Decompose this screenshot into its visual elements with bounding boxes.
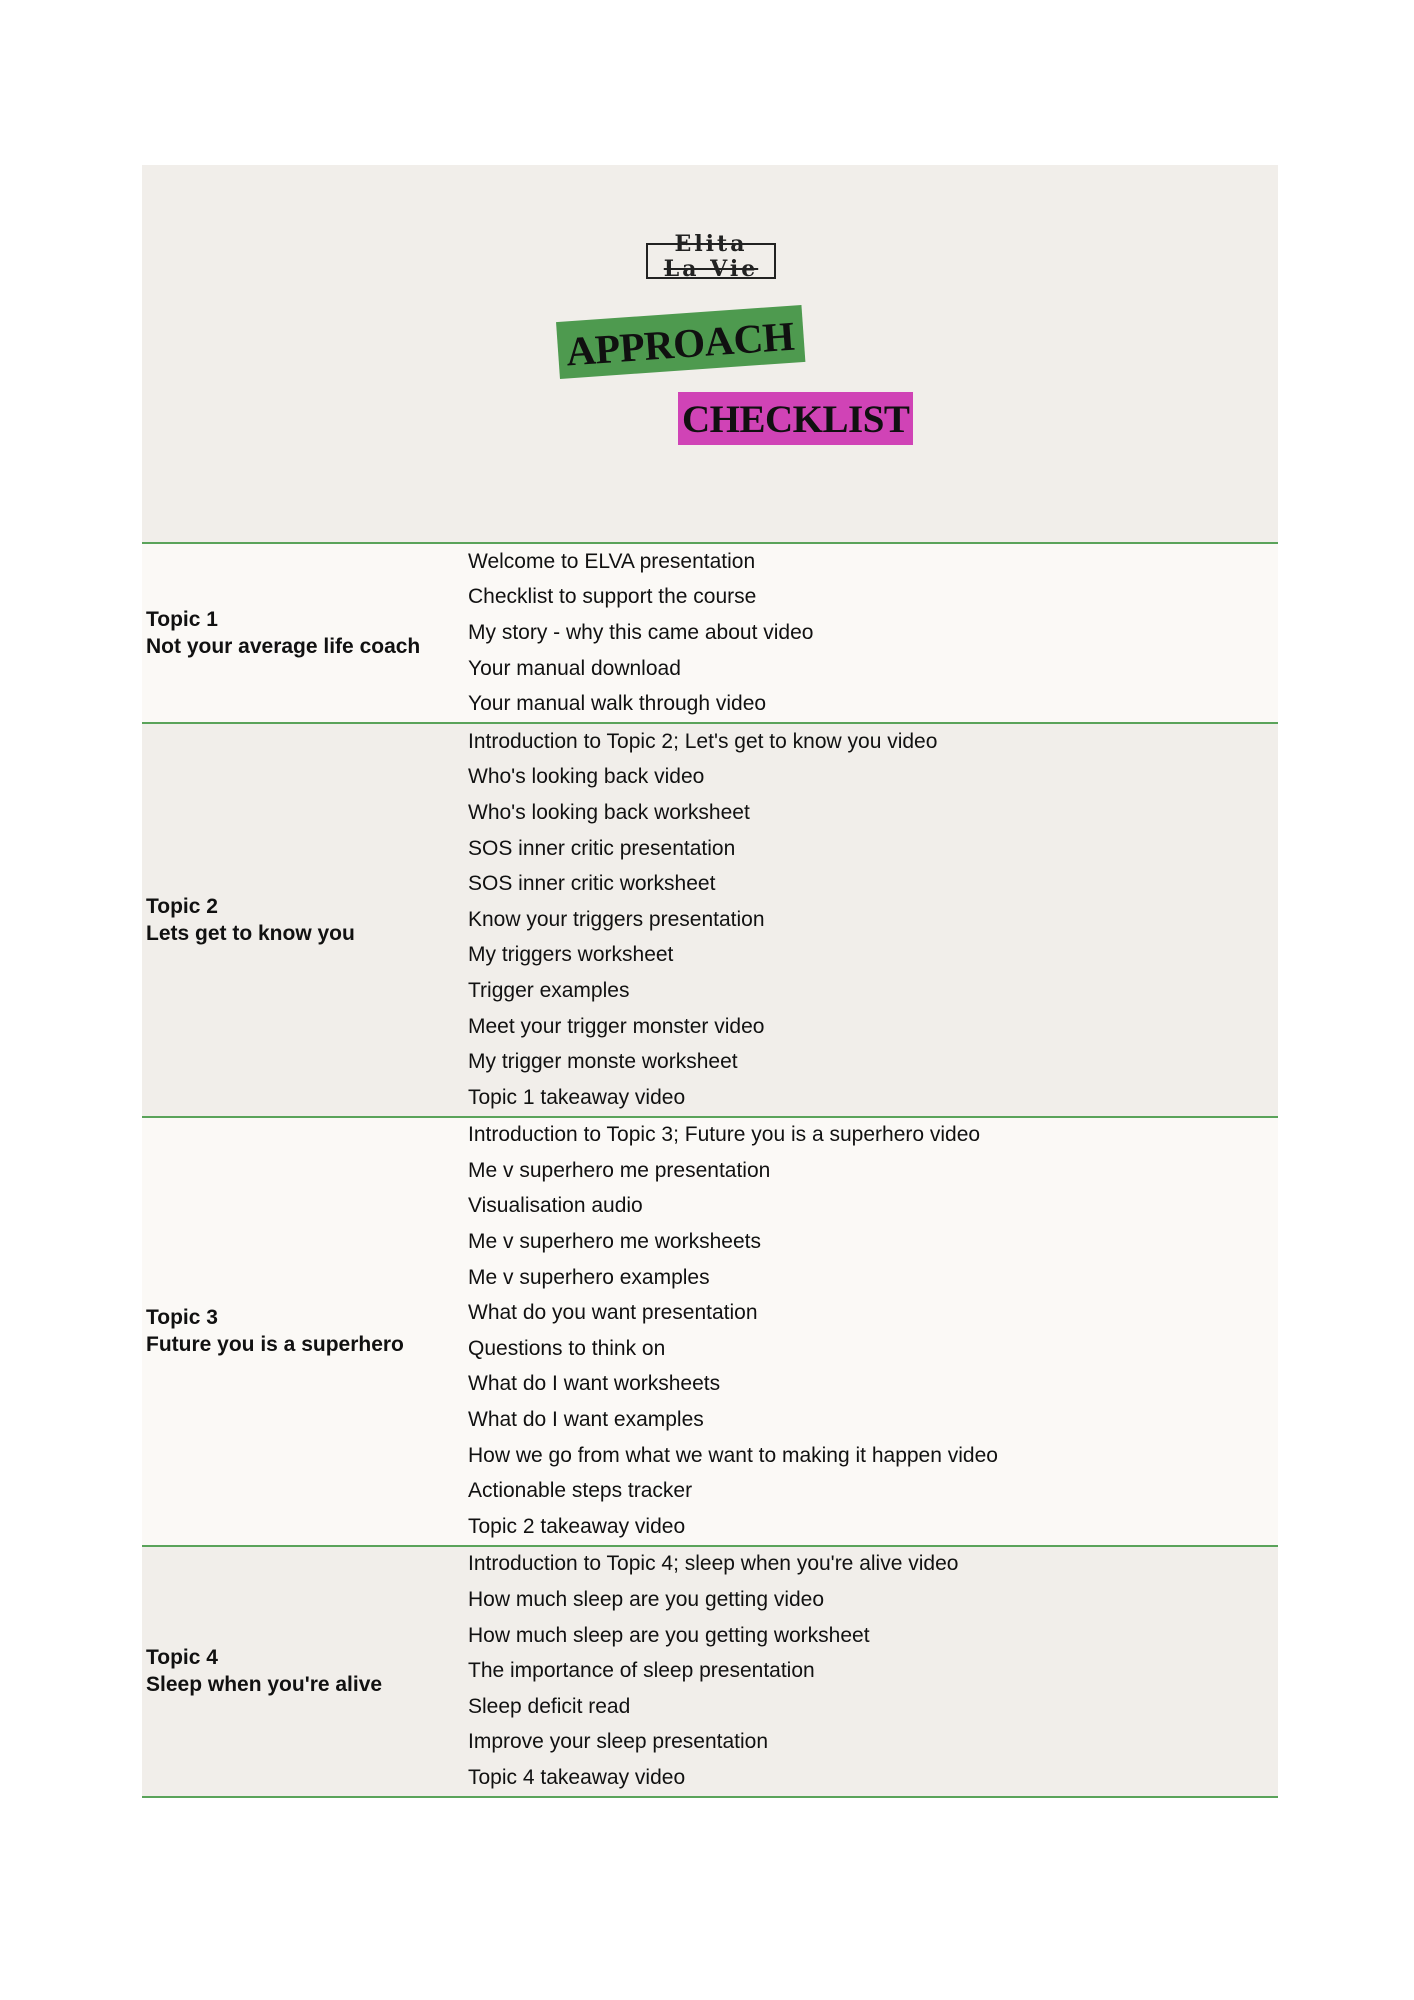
checklist-item: [468, 1331, 1278, 1367]
checklist-item: [468, 1402, 1278, 1438]
checklist-item-label: Your manual walk through video: [468, 692, 767, 716]
checklist-item-label: SOS inner critic presentation: [468, 836, 736, 860]
checklist-item: [468, 1224, 1278, 1260]
checklist-item: [468, 1009, 1278, 1045]
checklist-item: [468, 1509, 1278, 1545]
checklist-item-label: Topic 1 takeaway video: [468, 1085, 686, 1109]
header-banner: [142, 165, 1278, 542]
checklist-item: [468, 1295, 1278, 1331]
checklist-item: [468, 686, 1278, 722]
topic-section-3: [142, 1116, 1278, 1545]
checklist-item-label: Know your triggers presentation: [468, 907, 765, 931]
checklist-item: [468, 973, 1278, 1009]
checklist-item: [468, 760, 1278, 796]
checklist-item-label: My story - why this came about video: [468, 620, 814, 644]
checklist-item-label: Questions to think on: [468, 1336, 666, 1360]
checklist-item-label: Improve your sleep presentation: [468, 1730, 768, 1754]
topic-number: Topic 3: [146, 1306, 218, 1330]
checklist-item: [468, 1689, 1278, 1725]
checklist-item: [468, 1547, 1278, 1583]
checklist-item: [468, 938, 1278, 974]
checklist-item: [468, 902, 1278, 938]
checklist-item: [468, 1189, 1278, 1225]
checklist-item-label: Meet your trigger monster video: [468, 1014, 765, 1038]
topic-title: Sleep when you're alive: [146, 1673, 383, 1697]
checklist-item-label: Introduction to Topic 3; Future you is a superhero video: [468, 1123, 981, 1147]
checklist-item-label: Visualisation audio: [468, 1194, 643, 1218]
topic-title: Not your average life coach: [146, 634, 421, 658]
checklist-item: [468, 1725, 1278, 1761]
checklist-item: [468, 580, 1278, 616]
checklist-item: [468, 544, 1278, 580]
checklist-item: [468, 866, 1278, 902]
checklist-item-label: Your manual download: [468, 656, 681, 680]
checklist-item-label: Welcome to ELVA presentation: [468, 549, 756, 573]
checklist-item-label: Me v superhero examples: [468, 1265, 710, 1289]
topic-heading: [146, 606, 466, 660]
checklist-item-label: Actionable steps tracker: [468, 1479, 693, 1503]
checklist-item-label: How we go from what we want to making it happen video: [468, 1443, 998, 1467]
topic-heading: [146, 893, 466, 947]
checklist-item-label: SOS inner critic worksheet: [468, 872, 716, 896]
checklist-item-label: Introduction to Topic 2; Let's get to know you video: [468, 729, 938, 753]
checklist-item-label: Sleep deficit read: [468, 1694, 631, 1718]
checklist-item: [468, 615, 1278, 651]
logo-line-2: La Vie: [663, 256, 759, 282]
approach-tag: APPROACH: [556, 305, 806, 379]
checklist-item: [468, 1582, 1278, 1618]
topic-title: Future you is a superhero: [146, 1333, 404, 1357]
checklist-item-label: Me v superhero me worksheets: [468, 1230, 761, 1254]
checklist-tag: CHECKLIST: [678, 392, 913, 445]
checklist-item-label: Who's looking back worksheet: [468, 800, 750, 824]
checklist-item-label: Trigger examples: [468, 978, 630, 1002]
topic-section-1: [142, 542, 1278, 722]
checklist-item: [468, 1618, 1278, 1654]
checklist-item: [468, 1367, 1278, 1403]
topic-sections: [142, 542, 1278, 1798]
checklist-item-label: What do you want presentation: [468, 1301, 758, 1325]
checklist-item-label: My triggers worksheet: [468, 943, 674, 967]
topic-heading: [146, 1644, 466, 1698]
checklist-item: [468, 724, 1278, 760]
checklist-item-label: Topic 4 takeaway video: [468, 1765, 686, 1789]
checklist-item-label: The importance of sleep presentation: [468, 1659, 815, 1683]
brand-logo: [646, 231, 776, 282]
topic-number: Topic 1: [146, 607, 218, 631]
checklist-item: [468, 1118, 1278, 1154]
checklist-item: [468, 651, 1278, 687]
topic-heading: [146, 1304, 466, 1358]
checklist-item: [468, 1153, 1278, 1189]
checklist-item: [468, 1473, 1278, 1509]
checklist-item-label: What do I want worksheets: [468, 1372, 721, 1396]
checklist-item-label: Topic 2 takeaway video: [468, 1514, 686, 1538]
topic-title: Lets get to know you: [146, 921, 355, 945]
checklist-item: [468, 1438, 1278, 1474]
checklist-item: [468, 1260, 1278, 1296]
checklist-item: [468, 795, 1278, 831]
checklist-item: [468, 1080, 1278, 1116]
checklist-item-label: Me v superhero me presentation: [468, 1158, 771, 1182]
logo-line-1: Elita: [674, 231, 748, 257]
topic-section-4: [142, 1545, 1278, 1798]
checklist-item-label: Introduction to Topic 4; sleep when you're alive video: [468, 1552, 959, 1576]
topic-number: Topic 4: [146, 1646, 218, 1670]
checklist-item-label: How much sleep are you getting worksheet: [468, 1623, 870, 1647]
checklist-item-label: Checklist to support the course: [468, 585, 757, 609]
checklist-sheet: [142, 165, 1278, 1798]
checklist-item-label: Who's looking back video: [468, 765, 705, 789]
checklist-item-label: What do I want examples: [468, 1408, 704, 1432]
checklist-item: [468, 831, 1278, 867]
topic-number: Topic 2: [146, 894, 218, 918]
topic-section-2: [142, 722, 1278, 1116]
checklist-item: [468, 1760, 1278, 1796]
checklist-item: [468, 1653, 1278, 1689]
checklist-item: [468, 1044, 1278, 1080]
checklist-item-label: How much sleep are you getting video: [468, 1588, 825, 1612]
checklist-item-label: My trigger monste worksheet: [468, 1050, 738, 1074]
